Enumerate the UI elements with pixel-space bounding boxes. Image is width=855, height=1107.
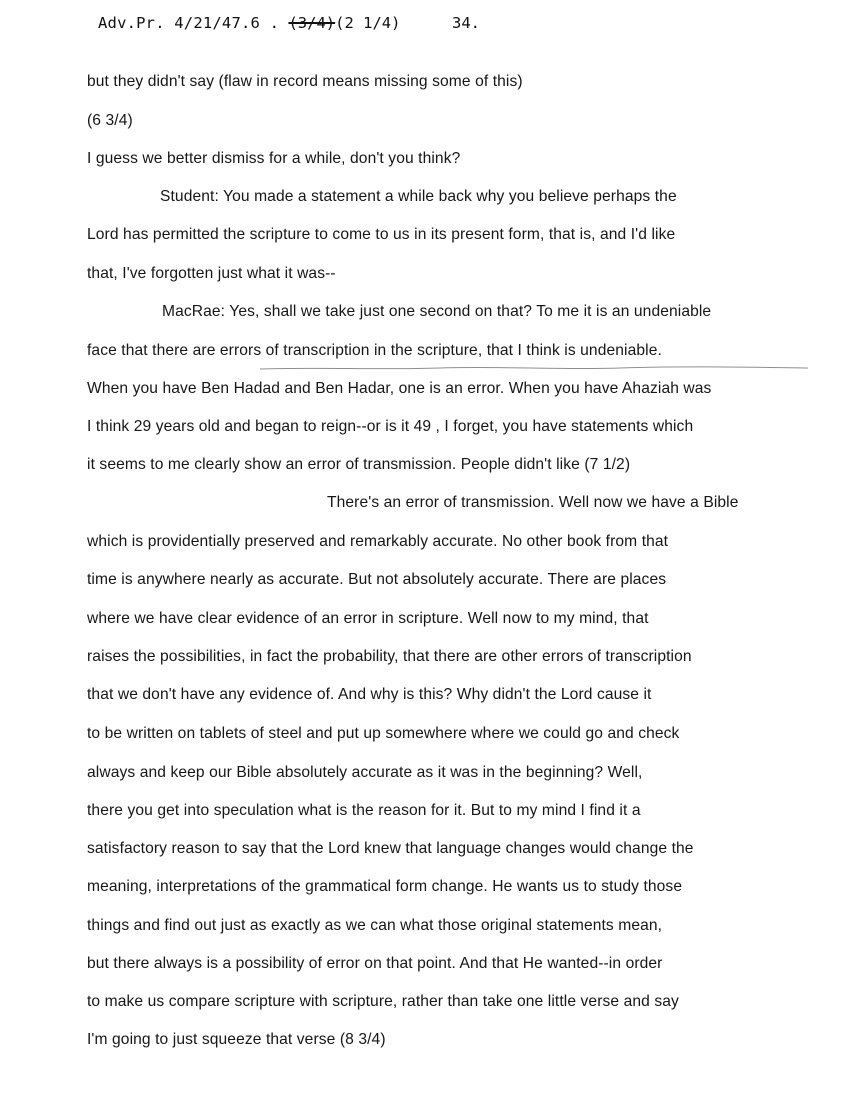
- text-line: raises the possibilities, in fact the probability, that there are other errors of transcription: [87, 648, 692, 665]
- text-line: but there always is a possibility of error on that point. And that He wanted--in order: [87, 955, 663, 972]
- text-line: Student: You made a statement a while back why you believe perhaps the: [160, 188, 677, 205]
- text-line: it seems to me clearly show an error of transmission. People didn't like (7 1/2): [87, 456, 631, 473]
- document-reference: Adv.Pr. 4/21/47.6 .: [98, 14, 280, 32]
- timestamp: (2 1/4): [335, 14, 401, 32]
- text-line: always and keep our Bible absolutely accurate as it was in the beginning? Well,: [87, 764, 643, 781]
- text-line: I think 29 years old and began to reign--or is it 49 , I forget, you have statements which: [87, 418, 694, 435]
- text-line: which is providentially preserved and remarkably accurate. No other book from that: [87, 533, 669, 550]
- text-line: I'm going to just squeeze that verse (8 3/4): [87, 1031, 386, 1048]
- text-line: there you get into speculation what is the reason for it. But to my mind I find it a: [87, 802, 641, 819]
- text-line: time is anywhere nearly as accurate. But not absolutely accurate. There are places: [87, 571, 667, 588]
- text-line: but they didn't say (flaw in record means missing some of this): [87, 73, 523, 90]
- text-line: that we don't have any evidence of. And why is this? Why didn't the Lord cause it: [87, 686, 652, 703]
- text-line: to be written on tablets of steel and put up somewhere where we could go and check: [87, 725, 680, 742]
- text-line: face that there are errors of transcription in the scripture, that I think is undeniable.: [87, 342, 662, 359]
- text-line: I guess we better dismiss for a while, don't you think?: [87, 150, 461, 167]
- page-number: 34.: [452, 14, 480, 32]
- text-line: things and find out just as exactly as we can what those original statements mean,: [87, 917, 663, 934]
- struck-timestamp: (3/4): [288, 14, 336, 32]
- text-line: Lord has permitted the scripture to come to us in its present form, that is, and I'd like: [87, 226, 676, 243]
- text-line: When you have Ben Hadad and Ben Hadar, one is an error. When you have Ahaziah was: [87, 380, 712, 397]
- text-line: meaning, interpretations of the grammatical form change. He wants us to study those: [87, 878, 683, 895]
- page-header: [98, 14, 480, 32]
- text-line: MacRae: Yes, shall we take just one second on that? To me it is an undeniable: [162, 303, 712, 320]
- text-line: (6 3/4): [87, 112, 133, 129]
- text-line: where we have clear evidence of an error in scripture. Well now to my mind, that: [87, 610, 649, 627]
- text-line: satisfactory reason to say that the Lord knew that language changes would change the: [87, 840, 694, 857]
- text-line: to make us compare scripture with scripture, rather than take one little verse and say: [87, 993, 679, 1010]
- handwritten-underline: [260, 364, 808, 372]
- text-line: that, I've forgotten just what it was--: [87, 265, 336, 282]
- text-line: There's an error of transmission. Well now we have a Bible: [327, 494, 739, 511]
